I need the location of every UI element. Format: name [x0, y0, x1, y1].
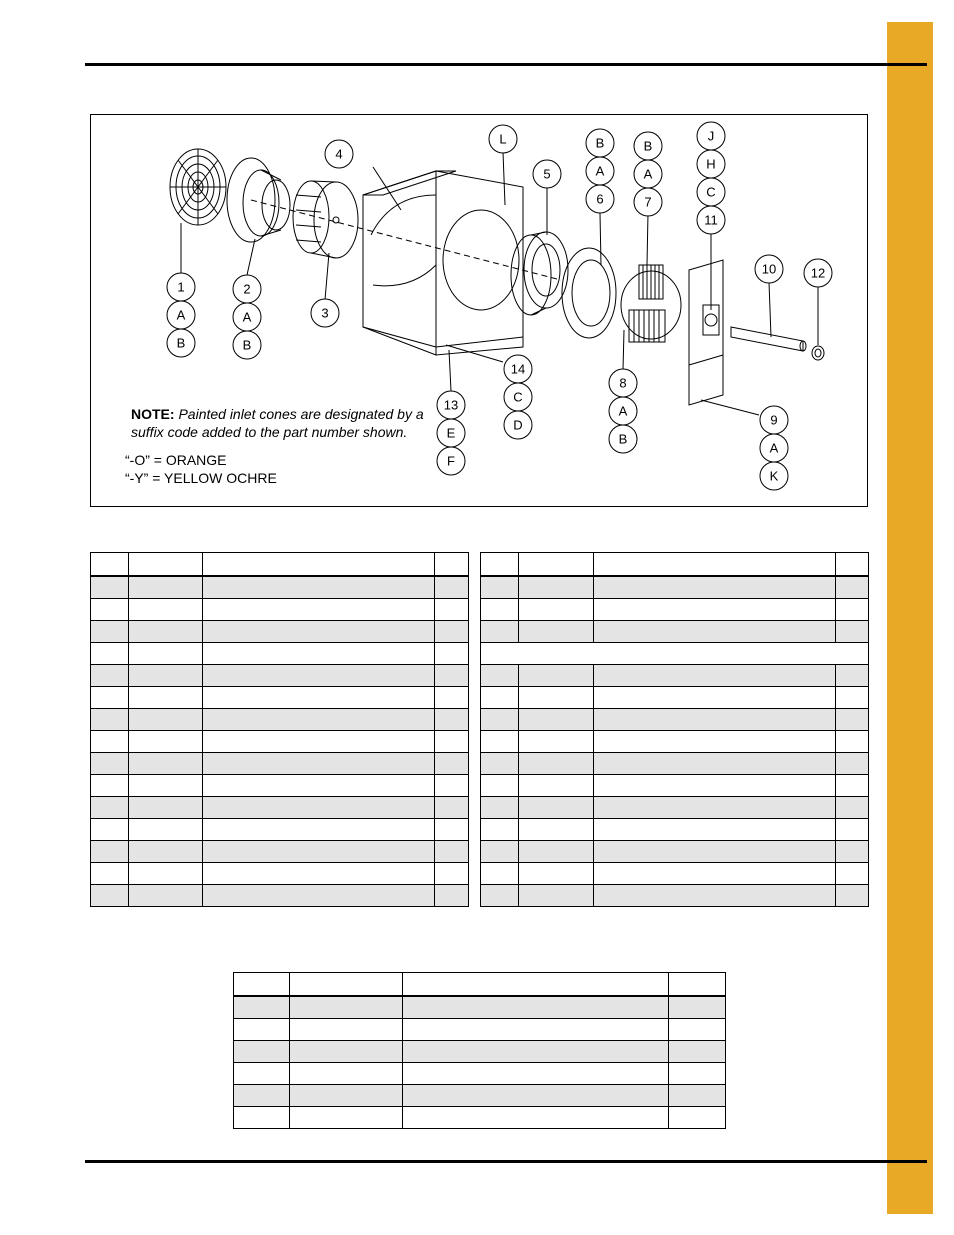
callout-5: 5 [543, 166, 551, 182]
table-row [91, 621, 469, 643]
callout-11-j: J [707, 128, 715, 144]
callout-13-f: F [447, 453, 455, 469]
note-text: Painted inlet cones are designated by a suffix code added to the part number shown. [131, 406, 424, 440]
shaft-drawing [731, 327, 806, 351]
footer-rule [85, 1160, 927, 1163]
table-row [91, 687, 469, 709]
table-row [481, 621, 869, 643]
table-row [91, 665, 469, 687]
callout-8: 8 [619, 375, 627, 391]
callout-11-h: H [706, 156, 716, 172]
callout-3: 3 [321, 305, 329, 321]
table-row [234, 996, 726, 1019]
table-row [234, 1019, 726, 1041]
callout-2-a: A [242, 309, 252, 325]
housing-cone-drawing [511, 232, 568, 315]
callout-l: L [499, 131, 507, 147]
table-row [91, 731, 469, 753]
table-row [234, 1085, 726, 1107]
table-row [481, 687, 869, 709]
color-codes [125, 451, 277, 487]
fan-wheel-drawing [293, 181, 358, 258]
table-row [481, 885, 869, 907]
table-row [234, 1107, 726, 1129]
callout-8-b: B [618, 431, 628, 447]
callout-9-a: A [769, 440, 779, 456]
table-row [481, 665, 869, 687]
table-section-row [481, 643, 869, 665]
table-row [91, 775, 469, 797]
header-rule [85, 63, 927, 66]
callout-1-a: A [176, 307, 186, 323]
outlet-guard-drawing [621, 265, 681, 342]
table-header [91, 553, 469, 577]
exploded-parts-diagram [90, 114, 868, 507]
table-row [481, 797, 869, 819]
table-row [91, 599, 469, 621]
callout-6-b: B [595, 135, 605, 151]
table-header [234, 973, 726, 997]
callout-7-a: A [643, 166, 653, 182]
callout-6: 6 [596, 191, 604, 207]
table-row [481, 841, 869, 863]
callout-2: 2 [243, 281, 251, 297]
table-row [481, 731, 869, 753]
callout-14: 14 [510, 361, 526, 377]
callout-9: 9 [770, 412, 778, 428]
callout-14-d: D [513, 417, 523, 433]
fan-assembly-drawing [91, 115, 869, 508]
callout-13: 13 [443, 397, 459, 413]
callout-7-b: B [643, 138, 653, 154]
callout-13-e: E [446, 425, 456, 441]
table-row [481, 819, 869, 841]
table-row [481, 709, 869, 731]
table-header [481, 553, 869, 577]
callout-8-a: A [618, 403, 628, 419]
callout-1-b: B [176, 335, 186, 351]
callout-4: 4 [335, 146, 343, 162]
fan-housing-drawing [251, 171, 561, 355]
color-code-yellow-ochre: “-Y” = YELLOW OCHRE [125, 470, 277, 486]
table-row [481, 775, 869, 797]
collar-drawing [812, 346, 824, 360]
callout-1: 1 [177, 279, 185, 295]
table-row [91, 885, 469, 907]
callout-6-a: A [595, 163, 605, 179]
bearing-bracket-drawing [689, 260, 723, 405]
table-row [91, 841, 469, 863]
table-row [481, 576, 869, 599]
parts-table-bottom [233, 972, 726, 1129]
outlet-ring-drawing [562, 248, 616, 338]
table-row [91, 863, 469, 885]
table-row [481, 599, 869, 621]
table-row [91, 643, 469, 665]
callout-2-b: B [242, 337, 252, 353]
parts-table-left [90, 552, 469, 907]
color-code-orange: “-O” = ORANGE [125, 452, 227, 468]
table-row [481, 863, 869, 885]
callout-11: 11 [704, 212, 718, 228]
table-row [91, 709, 469, 731]
callout-14-c: C [513, 389, 523, 405]
table-row [91, 753, 469, 775]
table-row [91, 797, 469, 819]
table-row [234, 1041, 726, 1063]
callout-9-k: K [769, 468, 779, 484]
callout-11-c: C [706, 184, 716, 200]
section-tab [887, 22, 933, 1214]
table-row [481, 753, 869, 775]
table-row [234, 1063, 726, 1085]
note-label: NOTE: [131, 406, 175, 422]
inlet-cone-drawing [227, 158, 290, 242]
parts-table-right [480, 552, 869, 907]
callout-7: 7 [644, 194, 652, 210]
callout-12: 12 [810, 265, 826, 281]
table-row [91, 576, 469, 599]
inlet-guard-drawing [170, 149, 226, 225]
callout-10: 10 [761, 261, 777, 277]
paint-note [131, 405, 441, 441]
table-row [91, 819, 469, 841]
